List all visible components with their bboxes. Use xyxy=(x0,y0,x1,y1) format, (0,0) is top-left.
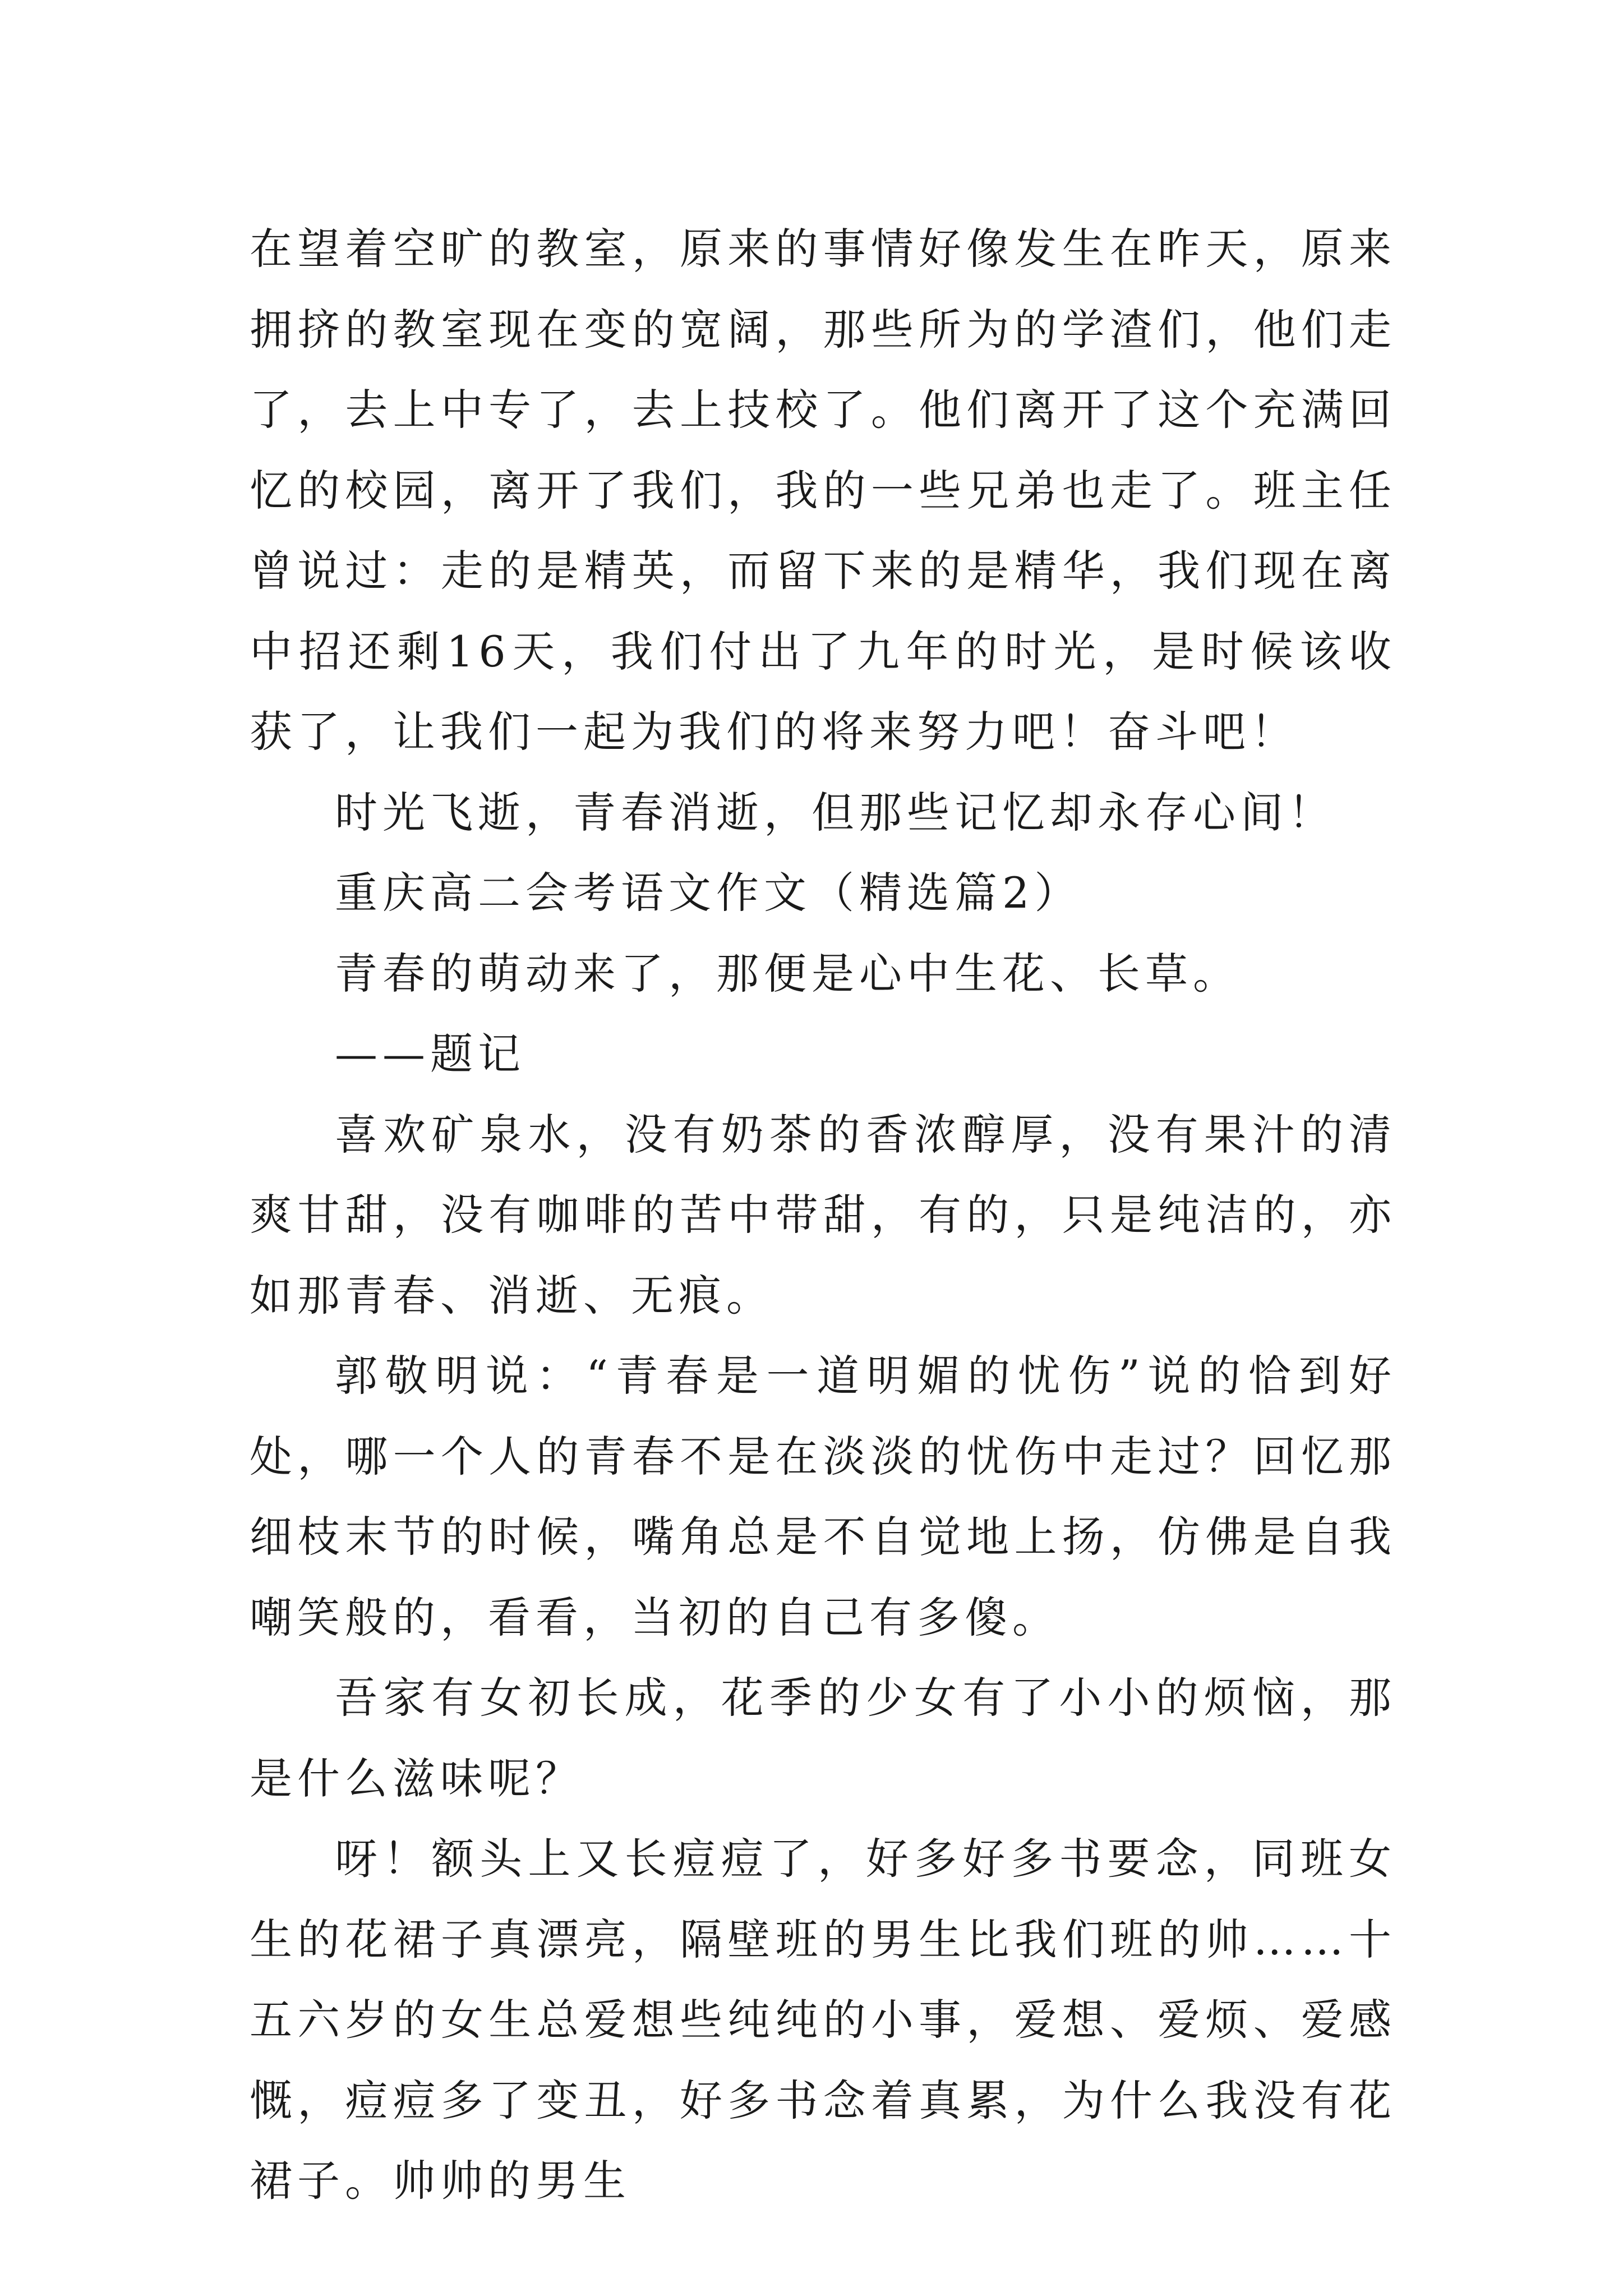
epigraph: 青春的萌动来了，那便是心中生花、长草。 xyxy=(335,948,1241,999)
paragraph: 时光飞逝，青春消逝，但那些记忆却永存心间！ xyxy=(335,787,1336,838)
paragraph: 在望着空旷的教室，原来的事情好像发生在昨天，原来拥挤的教室现在变的宽阔，那些所为的学渣们，他们走了，去上中专了，去上技校了。他们离开了这个充满回忆的校园，离开了我们，我的一些兄弟也走了。班主任曾说过：走的是精英，而留下来的是精华，我们现在离中招还剩16天，我们付出了九年的时光，是时候该收获了，让我们一起为我们的将来努力吧！奋斗吧！ xyxy=(250,224,1396,757)
paragraph: 喜欢矿泉水，没有奶茶的香浓醇厚，没有果汁的清爽甘甜，没有咖啡的苦中带甜，有的，只是纯洁的，亦如那青春、消逝、无痕。 xyxy=(250,1109,1396,1320)
paragraph: 呀！额头上又长痘痘了，好多好多书要念，同班女生的花裙子真漂亮，隔壁班的男生比我们班的帅……十五六岁的女生总爱想些纯纯的小事，爱想、爱烦、爱感慨，痘痘多了变丑，好多书念着真累，为什么我没有花裙子。帅帅的男生 xyxy=(250,1834,1396,2206)
epigraph-attribution: ——题记 xyxy=(335,1029,525,1079)
section-heading: 重庆高二会考语文作文（精选篇2） xyxy=(335,868,1082,918)
document-body xyxy=(250,209,1396,2221)
paragraph: 郭敬明说：“青春是一道明媚的忧伤”说的恰到好处，哪一个人的青春不是在淡淡的忧伤中走过？回忆那细枝末节的时候，嘴角总是不自觉地上扬，仿佛是自我嘲笑般的，看看，当初的自己有多傻。 xyxy=(250,1351,1396,1642)
paragraph: 吾家有女初长成，花季的少女有了小小的烦恼，那是什么滋味呢？ xyxy=(250,1673,1396,1803)
